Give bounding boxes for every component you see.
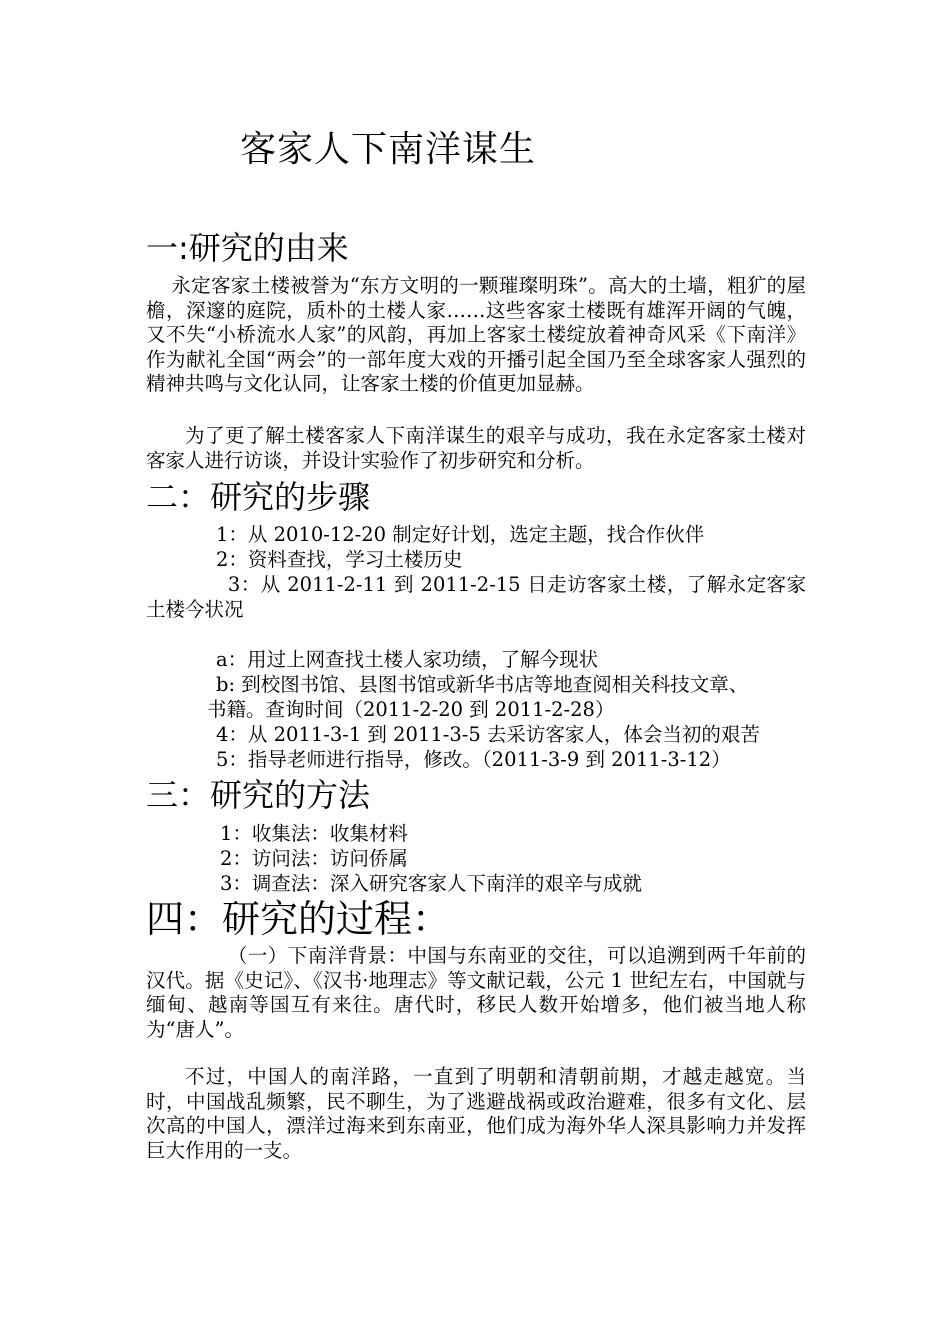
- step-1: 1：从 2010-12-20 制定好计划，选定主题，找合作伙伴: [216, 523, 705, 546]
- step-4: 4：从 2011-3-1 到 2011-3-5 去采访客家人，体会当初的艰苦: [216, 723, 760, 746]
- step-3: 3：从 2011-2-11 到 2011-2-15 日走访客家土楼，了解永定客家土楼今状况: [146, 573, 806, 621]
- process-paragraph-2: 不过，中国人的南洋路，一直到了明朝和清朝前期，才越走越宽。当时，中国战乱频繁，民不聊生，为了逃避战祸或政治避难，很多有文化、层次高的中国人，漂洋过海来到东南亚，他们成为海外华人深具影响力并发挥巨大作用的一支。: [146, 1065, 806, 1162]
- step-b-line-1: b: 到校图书馆、县图书馆或新华书店等地查阅相关科技文章、: [216, 673, 749, 696]
- process-paragraph-1: （一）下南洋背景：中国与东南亚的交往，可以追溯到两千年前的汉代。据《史记》、《汉书·地理志》等文献记载，公元 1 世纪左右，中国就与缅甸、越南等国互有来往。唐代时，移民人数开始增多，他们被当地人称为“唐人”。: [146, 944, 806, 1041]
- step-5: 5：指导老师进行指导，修改。（2011-3-9 到 2011-3-12）: [216, 748, 731, 771]
- origin-paragraph-2: 为了更了解土楼客家人下南洋谋生的艰辛与成功，我在永定客家土楼对客家人进行访谈，并设计实验作了初步研究和分析。: [146, 424, 806, 472]
- step-2: 2：资料查找，学习土楼历史: [216, 548, 463, 571]
- section-heading-process: 四：研究的过程：: [146, 897, 451, 941]
- section-heading-steps: 二：研究的步骤: [146, 478, 371, 516]
- method-3: 3：调查法：深入研究客家人下南洋的艰辛与成就: [220, 872, 642, 895]
- document-title: 客家人下南洋谋生: [240, 129, 537, 170]
- section-heading-methods: 三：研究的方法: [146, 776, 371, 814]
- step-a: a：用过上网查找土楼人家功绩，了解今现状: [216, 648, 599, 671]
- origin-paragraph-1: 永定客家土楼被誉为“东方文明的一颗璀璨明珠”。高大的土墙，粗犷的屋檐，深邃的庭院，质朴的土楼人家……这些客家土楼既有雄浑开阔的气魄，又不失“小桥流水人家”的风韵，再加上客家土楼绽放着神奇风采《下南洋》作为献礼全国“两会”的一部年度大戏的开播引起全国乃至全球客家人强烈的精神共鸣与文化认同，让客家土楼的价值更加显赫。: [146, 274, 806, 395]
- section-heading-origin: 一:研究的由来: [146, 229, 349, 267]
- step-b-line-2: 书籍。查询时间（2011-2-20 到 2011-2-28）: [207, 698, 615, 721]
- method-1: 1：收集法：收集材料: [220, 822, 408, 845]
- method-2: 2：访问法：访问侨属: [220, 847, 408, 870]
